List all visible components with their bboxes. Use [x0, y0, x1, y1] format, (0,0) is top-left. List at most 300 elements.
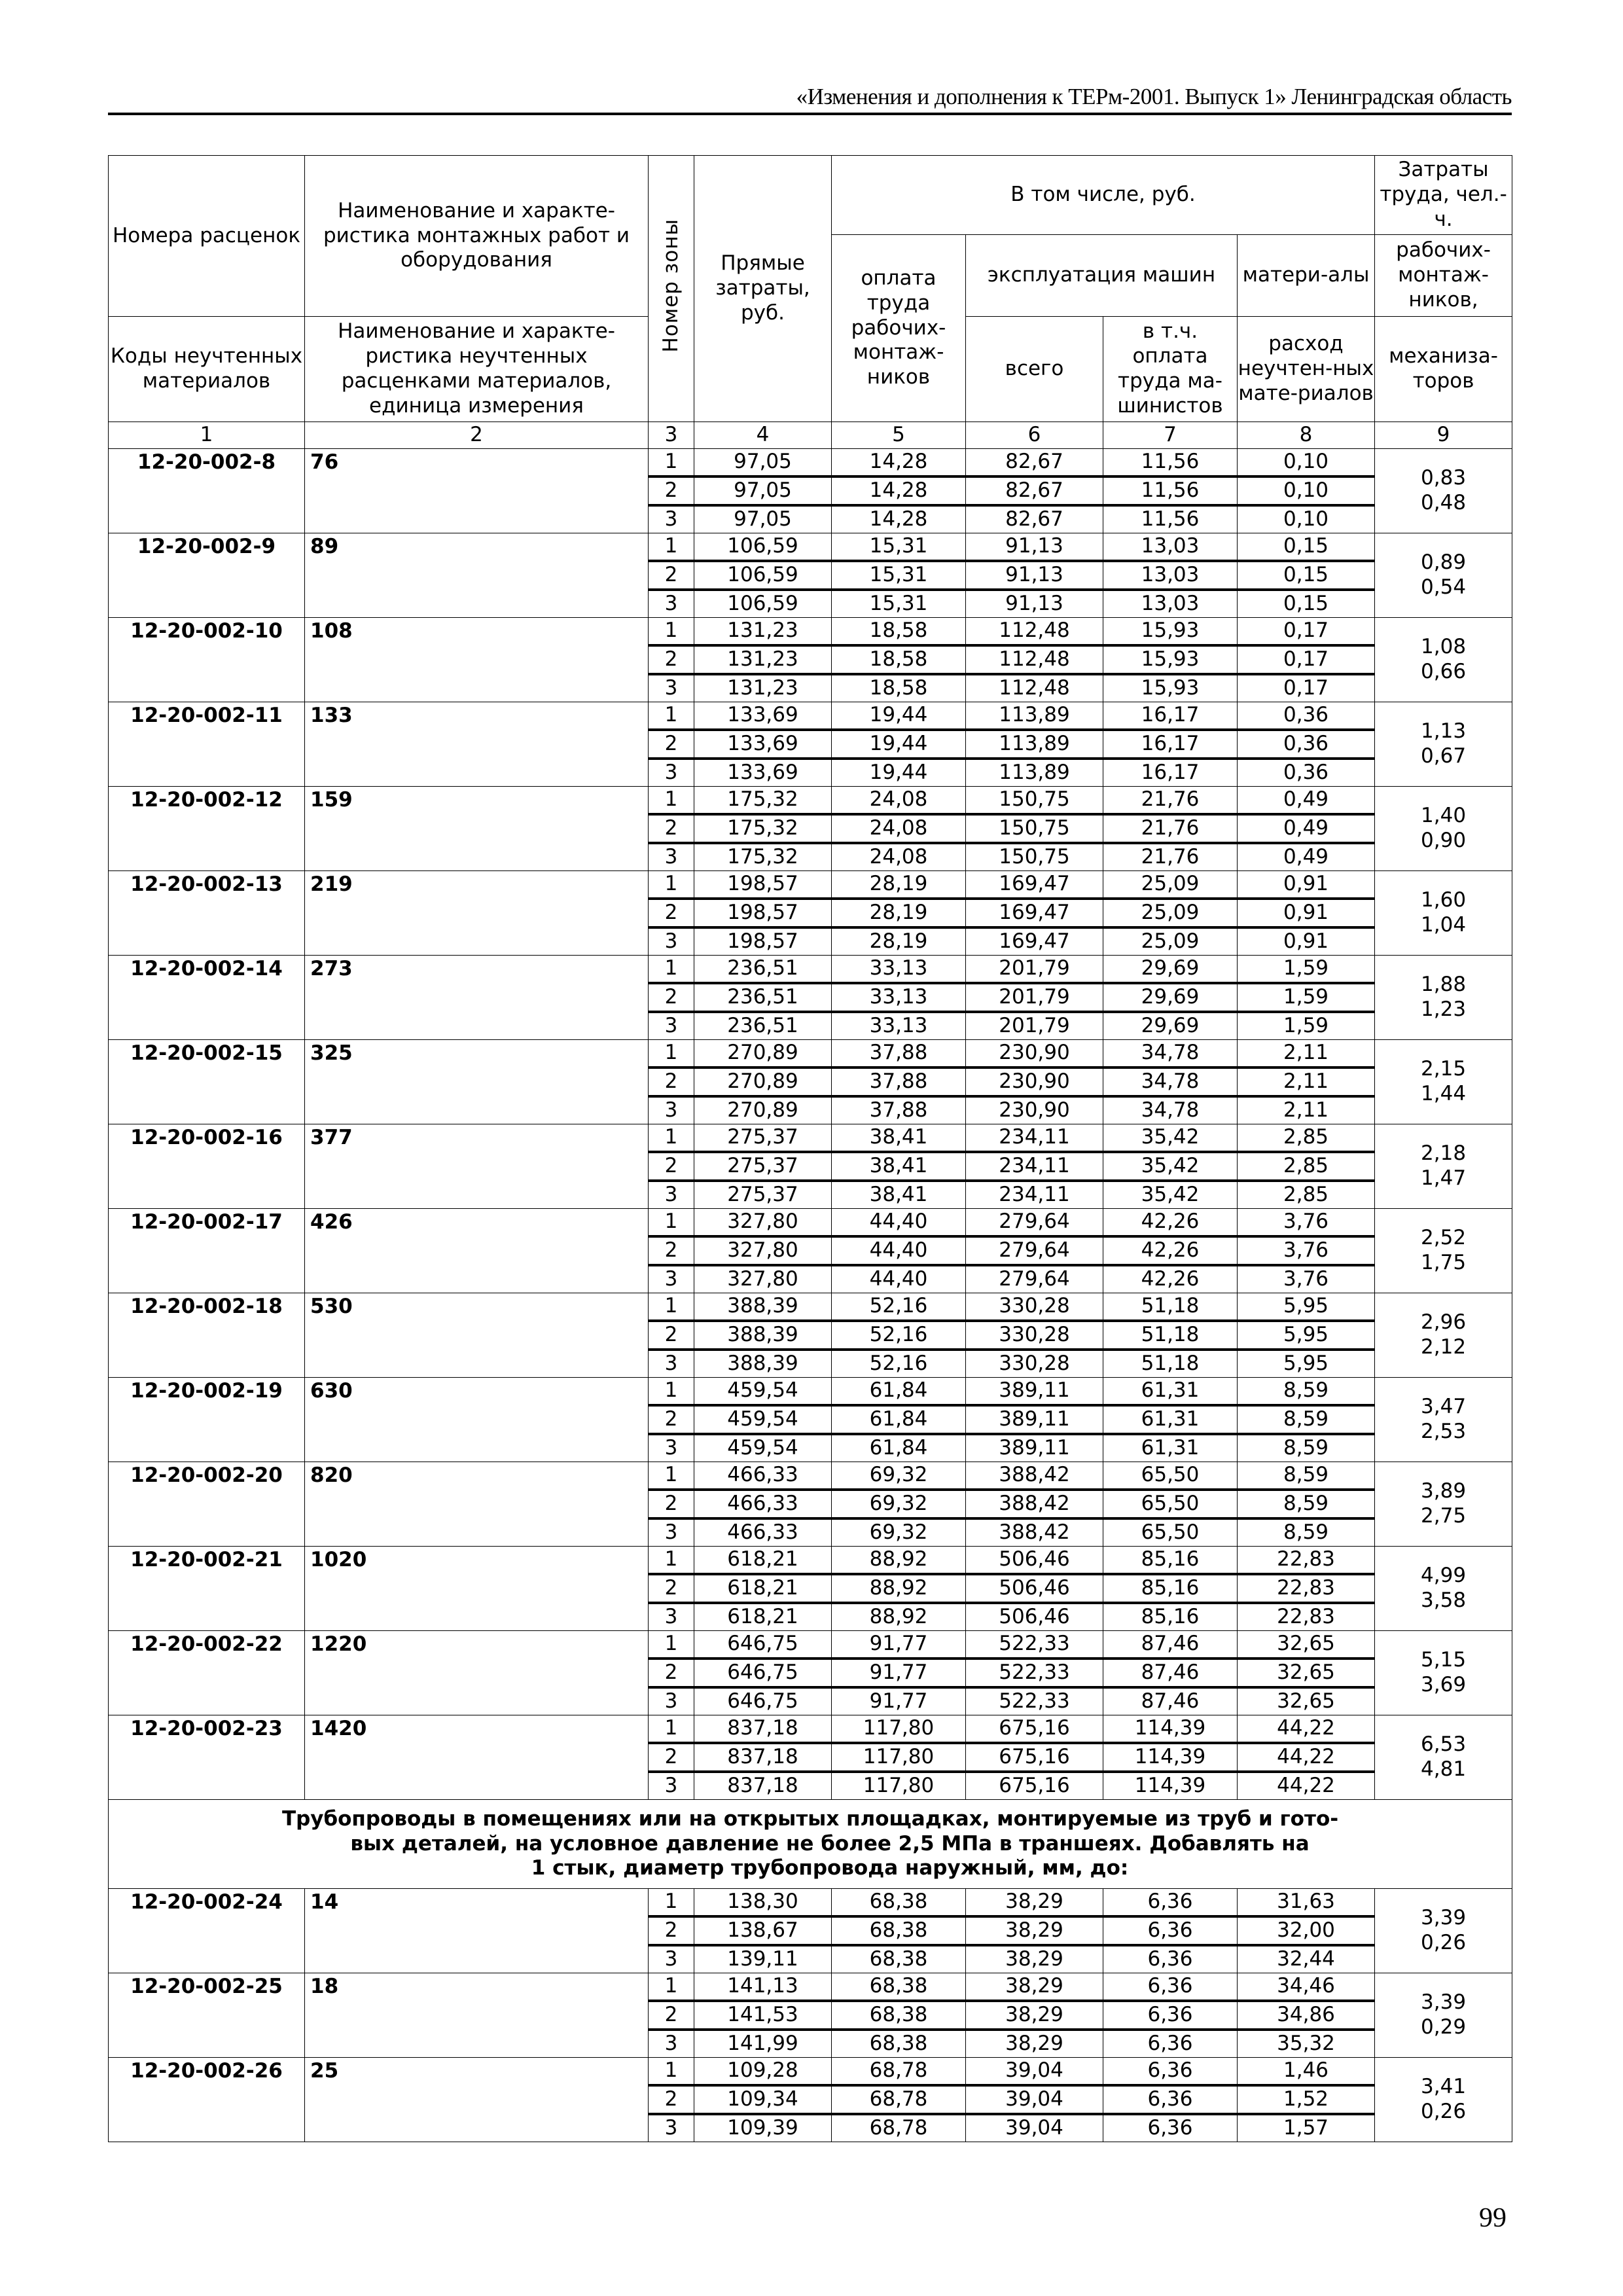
machine-total-cell: 388,42: [966, 1518, 1103, 1547]
column-number: 8: [1238, 422, 1375, 449]
workers-labor-value: 1,40: [1421, 804, 1467, 828]
direct-costs-cell: 459,54: [694, 1405, 832, 1434]
rate-code: 12-20-002-11: [109, 702, 305, 787]
material-usage-cell: 22,83: [1238, 1574, 1375, 1603]
direct-costs-cell: 133,69: [694, 730, 832, 759]
machinist-pay-cell: 35,42: [1103, 1124, 1238, 1153]
machinists-labor-value: 4,81: [1421, 1757, 1467, 1781]
machinists-labor-value: 0,90: [1421, 829, 1467, 852]
direct-costs-cell: 175,32: [694, 787, 832, 815]
zone-number-cell: 3: [649, 590, 694, 618]
worker-pay-cell: 14,28: [832, 476, 966, 505]
labor-costs-cell: [1375, 702, 1512, 787]
machine-total-cell: 91,13: [966, 533, 1103, 562]
machinists-labor-value: 2,12: [1421, 1335, 1467, 1359]
worker-pay-cell: 52,16: [832, 1350, 966, 1378]
material-usage-cell: 32,44: [1238, 1945, 1375, 1973]
worker-pay-cell: 37,88: [832, 1096, 966, 1124]
worker-pay-cell: 88,92: [832, 1603, 966, 1631]
direct-costs-cell: 133,69: [694, 759, 832, 787]
direct-costs-cell: 139,11: [694, 1945, 832, 1973]
direct-costs-cell: 106,59: [694, 561, 832, 590]
workers-labor-value: 2,18: [1421, 1141, 1467, 1166]
table-row: [109, 1547, 1512, 1575]
machine-total-cell: 150,75: [966, 814, 1103, 843]
direct-costs-cell: 388,39: [694, 1350, 832, 1378]
rate-code: 12-20-002-25: [109, 1973, 305, 2058]
zone-number-cell: 2: [649, 1067, 694, 1096]
machinist-pay-cell: 85,16: [1103, 1603, 1238, 1631]
header-machinists-labor: механиза-торов: [1375, 317, 1512, 422]
header-machine-operation: эксплуатация машин: [966, 235, 1238, 317]
material-usage-cell: 0,10: [1238, 505, 1375, 533]
zone-number-cell: 2: [649, 1321, 694, 1350]
worker-pay-cell: 68,38: [832, 1889, 966, 1917]
rate-code: 12-20-002-9: [109, 533, 305, 618]
material-usage-cell: 32,65: [1238, 1687, 1375, 1715]
machine-total-cell: 39,04: [966, 2058, 1103, 2086]
table-row: [109, 1293, 1512, 1321]
header-worker-pay: оплата труда рабочих-монтаж-ников: [832, 235, 966, 422]
material-usage-cell: 1,57: [1238, 2114, 1375, 2142]
direct-costs-cell: 618,21: [694, 1574, 832, 1603]
direct-costs-cell: 198,57: [694, 871, 832, 899]
zone-number-cell: 1: [649, 1715, 694, 1744]
labor-costs-cell: [1375, 1124, 1512, 1209]
machinist-pay-cell: 42,26: [1103, 1265, 1238, 1293]
worker-pay-cell: 52,16: [832, 1321, 966, 1350]
machinist-pay-cell: 35,42: [1103, 1181, 1238, 1209]
machinist-pay-cell: 6,36: [1103, 2058, 1238, 2086]
material-usage-cell: 22,83: [1238, 1547, 1375, 1575]
machinist-pay-cell: 6,36: [1103, 2114, 1238, 2142]
material-usage-cell: 3,76: [1238, 1265, 1375, 1293]
machine-total-cell: 330,28: [966, 1293, 1103, 1321]
machinist-pay-cell: 51,18: [1103, 1350, 1238, 1378]
pipe-diameter: 108: [305, 618, 649, 702]
worker-pay-cell: 68,38: [832, 2030, 966, 2058]
machine-total-cell: 112,48: [966, 674, 1103, 702]
direct-costs-cell: 106,59: [694, 533, 832, 562]
zone-number-cell: 3: [649, 1945, 694, 1973]
machinist-pay-cell: 6,36: [1103, 1945, 1238, 1973]
direct-costs-cell: 466,33: [694, 1462, 832, 1490]
table-row: [109, 1209, 1512, 1237]
direct-costs-cell: 466,33: [694, 1518, 832, 1547]
table-row: [109, 1889, 1512, 1917]
zone-number-cell: 3: [649, 2030, 694, 2058]
direct-costs-cell: 646,75: [694, 1687, 832, 1715]
machinist-pay-cell: 16,17: [1103, 702, 1238, 730]
table-row: [109, 1378, 1512, 1406]
machinist-pay-cell: 15,93: [1103, 645, 1238, 674]
machinists-labor-value: 1,23: [1421, 997, 1467, 1021]
header-including: В том числе, руб.: [832, 156, 1375, 235]
material-usage-cell: 44,22: [1238, 1743, 1375, 1772]
machine-total-cell: 38,29: [966, 1916, 1103, 1945]
zone-number-cell: 2: [649, 2085, 694, 2114]
table-row: [109, 2058, 1512, 2086]
material-usage-cell: 1,59: [1238, 1012, 1375, 1040]
direct-costs-cell: 646,75: [694, 1631, 832, 1659]
machine-total-cell: 112,48: [966, 618, 1103, 646]
worker-pay-cell: 14,28: [832, 505, 966, 533]
material-usage-cell: 0,15: [1238, 561, 1375, 590]
direct-costs-cell: 175,32: [694, 814, 832, 843]
zone-number-cell: 1: [649, 956, 694, 984]
zone-number-cell: 3: [649, 1181, 694, 1209]
zone-number-cell: 2: [649, 814, 694, 843]
direct-costs-cell: 388,39: [694, 1293, 832, 1321]
table-row: [109, 871, 1512, 899]
machinist-pay-cell: 11,56: [1103, 476, 1238, 505]
labor-costs-cell: [1375, 2058, 1512, 2142]
table-row: [109, 1462, 1512, 1490]
column-number: 3: [649, 422, 694, 449]
worker-pay-cell: 69,32: [832, 1518, 966, 1547]
labor-costs-cell: [1375, 1209, 1512, 1293]
pipe-diameter: 18: [305, 1973, 649, 2058]
material-usage-cell: 34,46: [1238, 1973, 1375, 2001]
labor-costs-cell: [1375, 449, 1512, 533]
zone-number-cell: 1: [649, 2058, 694, 2086]
material-usage-cell: 32,65: [1238, 1631, 1375, 1659]
machine-total-cell: 82,67: [966, 449, 1103, 477]
machine-total-cell: 506,46: [966, 1603, 1103, 1631]
section-heading-row: [109, 1800, 1512, 1889]
direct-costs-cell: 459,54: [694, 1434, 832, 1462]
material-usage-cell: 32,65: [1238, 1659, 1375, 1687]
machine-total-cell: 230,90: [966, 1067, 1103, 1096]
worker-pay-cell: 44,40: [832, 1265, 966, 1293]
material-usage-cell: 0,15: [1238, 533, 1375, 562]
direct-costs-cell: 466,33: [694, 1490, 832, 1518]
machinist-pay-cell: 6,36: [1103, 1916, 1238, 1945]
material-usage-cell: 34,86: [1238, 2001, 1375, 2030]
labor-costs-cell: [1375, 1973, 1512, 2058]
machinists-labor-value: 0,29: [1421, 2015, 1467, 2039]
zone-number-cell: 1: [649, 1889, 694, 1917]
direct-costs-cell: 837,18: [694, 1743, 832, 1772]
rate-code: 12-20-002-8: [109, 449, 305, 533]
pipe-diameter: 14: [305, 1889, 649, 1973]
machinist-pay-cell: 114,39: [1103, 1715, 1238, 1744]
machine-total-cell: 91,13: [966, 561, 1103, 590]
worker-pay-cell: 28,19: [832, 871, 966, 899]
machinist-pay-cell: 85,16: [1103, 1574, 1238, 1603]
rate-code: 12-20-002-13: [109, 871, 305, 956]
pipe-diameter: 133: [305, 702, 649, 787]
worker-pay-cell: 44,40: [832, 1236, 966, 1265]
zone-number-cell: 1: [649, 449, 694, 477]
machine-total-cell: 279,64: [966, 1209, 1103, 1237]
worker-pay-cell: 37,88: [832, 1067, 966, 1096]
rate-code: 12-20-002-22: [109, 1631, 305, 1715]
machinist-pay-cell: 6,36: [1103, 2085, 1238, 2114]
workers-labor-value: 0,83: [1421, 466, 1467, 490]
header-work-name: Наименование и характе-ристика монтажных работ и оборудования: [305, 156, 649, 317]
material-usage-cell: 8,59: [1238, 1378, 1375, 1406]
direct-costs-cell: 236,51: [694, 956, 832, 984]
machine-total-cell: 169,47: [966, 899, 1103, 927]
workers-labor-value: 2,15: [1421, 1057, 1467, 1081]
direct-costs-cell: 106,59: [694, 590, 832, 618]
pipe-diameter: 1420: [305, 1715, 649, 1800]
labor-costs-cell: [1375, 533, 1512, 618]
machine-total-cell: 675,16: [966, 1772, 1103, 1800]
machinist-pay-cell: 34,78: [1103, 1040, 1238, 1068]
material-usage-cell: 2,85: [1238, 1181, 1375, 1209]
worker-pay-cell: 18,58: [832, 618, 966, 646]
table-row: [109, 1715, 1512, 1744]
machine-total-cell: 675,16: [966, 1715, 1103, 1744]
header-rule: [108, 113, 1512, 115]
worker-pay-cell: 69,32: [832, 1490, 966, 1518]
direct-costs-cell: 131,23: [694, 618, 832, 646]
column-number: 7: [1103, 422, 1238, 449]
labor-costs-cell: [1375, 618, 1512, 702]
machinist-pay-cell: 61,31: [1103, 1405, 1238, 1434]
machine-total-cell: 388,42: [966, 1462, 1103, 1490]
material-usage-cell: 5,95: [1238, 1350, 1375, 1378]
machinist-pay-cell: 21,76: [1103, 787, 1238, 815]
worker-pay-cell: 68,38: [832, 1916, 966, 1945]
machinist-pay-cell: 61,31: [1103, 1434, 1238, 1462]
direct-costs-cell: 131,23: [694, 674, 832, 702]
direct-costs-cell: 837,18: [694, 1715, 832, 1744]
workers-labor-value: 3,47: [1421, 1395, 1467, 1419]
worker-pay-cell: 33,13: [832, 956, 966, 984]
zone-number-cell: 3: [649, 1518, 694, 1547]
worker-pay-cell: 91,77: [832, 1659, 966, 1687]
machine-total-cell: 279,64: [966, 1265, 1103, 1293]
direct-costs-cell: 275,37: [694, 1152, 832, 1181]
machinist-pay-cell: 6,36: [1103, 2030, 1238, 2058]
material-usage-cell: 1,52: [1238, 2085, 1375, 2114]
machine-total-cell: 522,33: [966, 1659, 1103, 1687]
material-usage-cell: 1,46: [1238, 2058, 1375, 2086]
machinist-pay-cell: 42,26: [1103, 1209, 1238, 1237]
machinist-pay-cell: 21,76: [1103, 843, 1238, 871]
direct-costs-cell: 837,18: [694, 1772, 832, 1800]
header-material-name: Наименование и характе-ристика неучтенных расценками материалов, единица измерения: [305, 317, 649, 422]
zone-number-cell: 3: [649, 1265, 694, 1293]
machinist-pay-cell: 25,09: [1103, 871, 1238, 899]
zone-number-cell: 1: [649, 1973, 694, 2001]
machinists-labor-value: 1,04: [1421, 913, 1467, 937]
direct-costs-cell: 175,32: [694, 843, 832, 871]
worker-pay-cell: 15,31: [832, 561, 966, 590]
zone-number-cell: 3: [649, 2114, 694, 2142]
material-usage-cell: 8,59: [1238, 1434, 1375, 1462]
workers-labor-value: 3,89: [1421, 1479, 1467, 1503]
zone-number-cell: 2: [649, 476, 694, 505]
pipe-diameter: 630: [305, 1378, 649, 1462]
rates-table: [108, 155, 1512, 2142]
direct-costs-cell: 97,05: [694, 505, 832, 533]
section-heading-line: вых деталей, на условное давление не более 2,5 МПа в траншеях. Добавлять на: [350, 1831, 1310, 1856]
direct-costs-cell: 388,39: [694, 1321, 832, 1350]
zone-number-cell: 3: [649, 759, 694, 787]
zone-number-cell: 1: [649, 1124, 694, 1153]
zone-number-cell: 2: [649, 1916, 694, 1945]
machine-total-cell: 38,29: [966, 1945, 1103, 1973]
machinist-pay-cell: 87,46: [1103, 1687, 1238, 1715]
zone-number-cell: 2: [649, 1659, 694, 1687]
worker-pay-cell: 19,44: [832, 702, 966, 730]
zone-number-cell: 1: [649, 1040, 694, 1068]
material-usage-cell: 5,95: [1238, 1321, 1375, 1350]
material-usage-cell: 8,59: [1238, 1490, 1375, 1518]
workers-labor-value: 3,39: [1421, 1906, 1467, 1930]
header-rate-numbers: Номера расценок: [109, 156, 305, 317]
direct-costs-cell: 131,23: [694, 645, 832, 674]
machine-total-cell: 113,89: [966, 730, 1103, 759]
workers-labor-value: 1,08: [1421, 635, 1467, 659]
material-usage-cell: 44,22: [1238, 1715, 1375, 1744]
labor-costs-cell: [1375, 1040, 1512, 1124]
workers-labor-value: 0,89: [1421, 550, 1467, 575]
rate-code: 12-20-002-14: [109, 956, 305, 1040]
rate-code: 12-20-002-18: [109, 1293, 305, 1378]
zone-number-cell: 1: [649, 1378, 694, 1406]
worker-pay-cell: 68,78: [832, 2114, 966, 2142]
machine-total-cell: 234,11: [966, 1152, 1103, 1181]
header-zone-number: [649, 156, 694, 422]
machine-total-cell: 675,16: [966, 1743, 1103, 1772]
machine-total-cell: 201,79: [966, 983, 1103, 1012]
direct-costs-cell: 327,80: [694, 1265, 832, 1293]
labor-costs-cell: [1375, 1462, 1512, 1547]
machinist-pay-cell: 65,50: [1103, 1490, 1238, 1518]
worker-pay-cell: 61,84: [832, 1434, 966, 1462]
machinists-labor-value: 2,75: [1421, 1504, 1467, 1528]
column-number: 1: [109, 422, 305, 449]
direct-costs-cell: 327,80: [694, 1236, 832, 1265]
material-usage-cell: 2,11: [1238, 1067, 1375, 1096]
labor-costs-cell: [1375, 1715, 1512, 1800]
machine-total-cell: 113,89: [966, 702, 1103, 730]
page-number: 99: [1479, 2203, 1507, 2233]
machinist-pay-cell: 15,93: [1103, 674, 1238, 702]
material-usage-cell: 1,59: [1238, 956, 1375, 984]
pipe-diameter: 159: [305, 787, 649, 871]
direct-costs-cell: 198,57: [694, 899, 832, 927]
worker-pay-cell: 68,38: [832, 1945, 966, 1973]
direct-costs-cell: 138,30: [694, 1889, 832, 1917]
rate-code: 12-20-002-21: [109, 1547, 305, 1631]
material-usage-cell: 8,59: [1238, 1462, 1375, 1490]
rate-code: 12-20-002-19: [109, 1378, 305, 1462]
rate-code: 12-20-002-10: [109, 618, 305, 702]
direct-costs-cell: 141,99: [694, 2030, 832, 2058]
machine-total-cell: 230,90: [966, 1040, 1103, 1068]
zone-number-cell: 3: [649, 674, 694, 702]
machine-total-cell: 330,28: [966, 1321, 1103, 1350]
section-heading-line: Трубопроводы в помещениях или на открытых площадках, монтируемые из труб и гото-: [281, 1806, 1339, 1831]
machinist-pay-cell: 11,56: [1103, 505, 1238, 533]
worker-pay-cell: 38,41: [832, 1124, 966, 1153]
worker-pay-cell: 18,58: [832, 645, 966, 674]
worker-pay-cell: 19,44: [832, 730, 966, 759]
material-usage-cell: 0,10: [1238, 476, 1375, 505]
direct-costs-cell: 133,69: [694, 702, 832, 730]
machinists-labor-value: 0,26: [1421, 2100, 1467, 2123]
material-usage-cell: 0,36: [1238, 759, 1375, 787]
machine-total-cell: 506,46: [966, 1547, 1103, 1575]
zone-number-cell: 3: [649, 1012, 694, 1040]
worker-pay-cell: 37,88: [832, 1040, 966, 1068]
worker-pay-cell: 44,40: [832, 1209, 966, 1237]
table-row: [109, 956, 1512, 984]
zone-number-cell: 3: [649, 927, 694, 956]
zone-number-cell: 1: [649, 1209, 694, 1237]
machine-total-cell: 113,89: [966, 759, 1103, 787]
material-usage-cell: 3,76: [1238, 1236, 1375, 1265]
machinist-pay-cell: 34,78: [1103, 1067, 1238, 1096]
machine-total-cell: 201,79: [966, 1012, 1103, 1040]
machinists-labor-value: 1,75: [1421, 1251, 1467, 1274]
machine-total-cell: 506,46: [966, 1574, 1103, 1603]
pipe-diameter: 273: [305, 956, 649, 1040]
worker-pay-cell: 24,08: [832, 787, 966, 815]
machinist-pay-cell: 51,18: [1103, 1321, 1238, 1350]
machinist-pay-cell: 6,36: [1103, 1973, 1238, 2001]
machinist-pay-cell: 51,18: [1103, 1293, 1238, 1321]
machinist-pay-cell: 114,39: [1103, 1772, 1238, 1800]
worker-pay-cell: 24,08: [832, 814, 966, 843]
rate-code: 12-20-002-26: [109, 2058, 305, 2142]
direct-costs-cell: 138,67: [694, 1916, 832, 1945]
zone-number-cell: 2: [649, 730, 694, 759]
machine-total-cell: 234,11: [966, 1181, 1103, 1209]
pipe-diameter: 76: [305, 449, 649, 533]
worker-pay-cell: 117,80: [832, 1715, 966, 1744]
machinist-pay-cell: 87,46: [1103, 1659, 1238, 1687]
workers-labor-value: 2,52: [1421, 1226, 1467, 1250]
machine-total-cell: 38,29: [966, 1973, 1103, 2001]
table-row: [109, 449, 1512, 477]
zone-number-cell: 3: [649, 1687, 694, 1715]
labor-costs-cell: [1375, 1378, 1512, 1462]
material-usage-cell: 0,17: [1238, 645, 1375, 674]
worker-pay-cell: 68,78: [832, 2085, 966, 2114]
machinists-labor-value: 0,54: [1421, 575, 1467, 599]
zone-number-cell: 2: [649, 1152, 694, 1181]
machinist-pay-cell: 87,46: [1103, 1631, 1238, 1659]
labor-costs-cell: [1375, 1293, 1512, 1378]
header-direct-costs: Прямые затраты, руб.: [694, 156, 832, 422]
pipe-diameter: 820: [305, 1462, 649, 1547]
column-number: 4: [694, 422, 832, 449]
worker-pay-cell: 69,32: [832, 1462, 966, 1490]
section-heading: [109, 1800, 1512, 1889]
zone-number-cell: 2: [649, 983, 694, 1012]
machine-total-cell: 38,29: [966, 1889, 1103, 1917]
labor-costs-cell: [1375, 1889, 1512, 1973]
material-usage-cell: 0,49: [1238, 814, 1375, 843]
header-material-usage: расход неучтен-ных мате-риалов: [1238, 317, 1375, 422]
machine-total-cell: 150,75: [966, 843, 1103, 871]
material-usage-cell: 2,11: [1238, 1040, 1375, 1068]
zone-number-cell: 3: [649, 1772, 694, 1800]
worker-pay-cell: 68,38: [832, 2001, 966, 2030]
pipe-diameter: 426: [305, 1209, 649, 1293]
machinist-pay-cell: 6,36: [1103, 1889, 1238, 1917]
worker-pay-cell: 88,92: [832, 1547, 966, 1575]
worker-pay-cell: 19,44: [832, 759, 966, 787]
table-row: [109, 618, 1512, 646]
